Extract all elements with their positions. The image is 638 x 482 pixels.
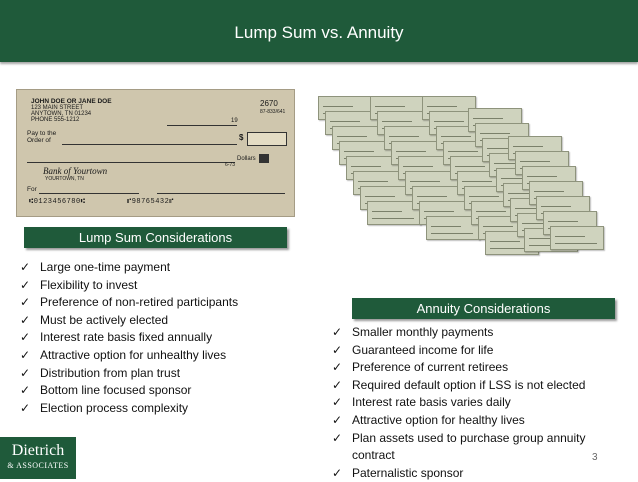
list-item (18, 400, 238, 418)
check-payee-line (62, 144, 237, 145)
list-item-text: Plan assets used to purchase group annuity contract (352, 430, 586, 463)
checkmark-icon: ✓ (332, 342, 343, 357)
checkmark-icon: ✓ (332, 395, 343, 410)
check-phone: PHONE 555-1212 (31, 117, 80, 123)
list-item-text: Smaller monthly payments (352, 325, 494, 339)
list-item-text: Attractive option for healthy lives (352, 412, 525, 427)
title-bar (0, 0, 638, 62)
check-pay-to-label: Pay to the Order of (27, 130, 57, 144)
checkmark-icon: ✓ (20, 277, 31, 292)
check-address2: ANYTOWN, TN 01234 (31, 111, 92, 117)
company-logo (0, 437, 76, 479)
checkmark-icon: ✓ (20, 383, 31, 398)
checkmark-icon: ✓ (20, 365, 31, 380)
list-item (18, 347, 238, 365)
check-date-line (167, 125, 237, 126)
list-item-text: Election process complexity (40, 400, 189, 415)
list-item-text: Interest rate basis fixed annually (40, 330, 213, 345)
checkmark-icon: ✓ (332, 412, 343, 427)
list-item (330, 359, 610, 377)
check-bank-city: YOURTOWN, TN (45, 176, 84, 182)
check-dollar-sign: $ (239, 133, 244, 142)
check-for-label: For (27, 186, 37, 193)
check-dollars-label: Dollars (237, 156, 256, 162)
check-code: 6-73 (225, 162, 236, 168)
check-date-suffix: 19 (231, 118, 238, 124)
list-item-text: Large one-time payment (40, 260, 171, 274)
page-number: 3 (592, 452, 598, 463)
check-micr-right: ⑈98765432⑈ (127, 198, 175, 206)
check-payer-name: JOHN DOE OR JANE DOE (31, 98, 112, 105)
check-image (16, 89, 295, 217)
list-item-text: Attractive option for unhealthy lives (40, 347, 227, 362)
check-memo-line (39, 193, 139, 194)
list-item-text: Must be actively elected (40, 312, 169, 327)
list-item (18, 365, 238, 383)
checkmark-icon: ✓ (20, 330, 31, 345)
check-number: 2670 (260, 99, 278, 108)
list-item (330, 377, 610, 395)
checkmark-icon: ✓ (20, 312, 31, 327)
check-signature-line (157, 193, 285, 194)
annuity-list (330, 324, 610, 482)
list-item (330, 412, 610, 430)
list-item (18, 312, 238, 330)
list-item-text: Preference of non-retired participants (40, 295, 239, 310)
lock-icon (259, 154, 269, 163)
list-item (330, 342, 610, 360)
list-item-text: Interest rate basis varies daily (352, 395, 511, 410)
list-item-text: Guaranteed income for life (352, 342, 494, 357)
slide-title: Lump Sum vs. Annuity (234, 23, 404, 42)
list-item-text: Preference of current retirees (352, 360, 509, 375)
check-written-amount-line (27, 162, 235, 163)
list-item-text: Bottom line focused sponsor (40, 383, 192, 398)
logo-line1: Dietrich (11, 442, 65, 459)
list-item (330, 324, 610, 342)
checkmark-icon: ✓ (332, 360, 343, 375)
list-item (18, 277, 238, 295)
checkmark-icon: ✓ (332, 430, 343, 445)
list-item (18, 294, 238, 312)
annuity-heading: Annuity Considerations (352, 298, 615, 319)
lump-sum-heading: Lump Sum Considerations (24, 227, 287, 248)
check-bank-name: Bank of Yourtown (43, 166, 108, 176)
annuity-checks-illustration (318, 96, 618, 296)
list-item (18, 382, 238, 400)
list-item-text: Flexibility to invest (40, 277, 138, 292)
list-item (18, 259, 238, 277)
checkmark-icon: ✓ (20, 347, 31, 362)
check-address1: 123 MAIN STREET (31, 105, 84, 111)
list-item (18, 329, 238, 347)
checkmark-icon: ✓ (332, 377, 343, 392)
list-item (330, 394, 610, 412)
checkmark-icon: ✓ (332, 325, 343, 339)
check-routing-fraction: 87-833/641 (260, 109, 286, 115)
list-item (330, 465, 610, 482)
check-amount-box (247, 132, 287, 146)
checkmark-icon: ✓ (20, 400, 31, 415)
check-micr-left: ⑆0123456780⑆ (29, 198, 86, 206)
small-check-image (550, 226, 604, 250)
lump-sum-list (18, 259, 238, 417)
checkmark-icon: ✓ (20, 260, 31, 274)
list-item (330, 430, 610, 465)
checkmark-icon: ✓ (332, 465, 343, 480)
logo-line2: & ASSOCIATES (7, 461, 69, 470)
checkmark-icon: ✓ (20, 295, 31, 310)
list-item-text: Distribution from plan trust (40, 365, 181, 380)
list-item-text: Required default option if LSS is not elected (352, 377, 586, 392)
list-item-text: Paternalistic sponsor (352, 465, 464, 480)
